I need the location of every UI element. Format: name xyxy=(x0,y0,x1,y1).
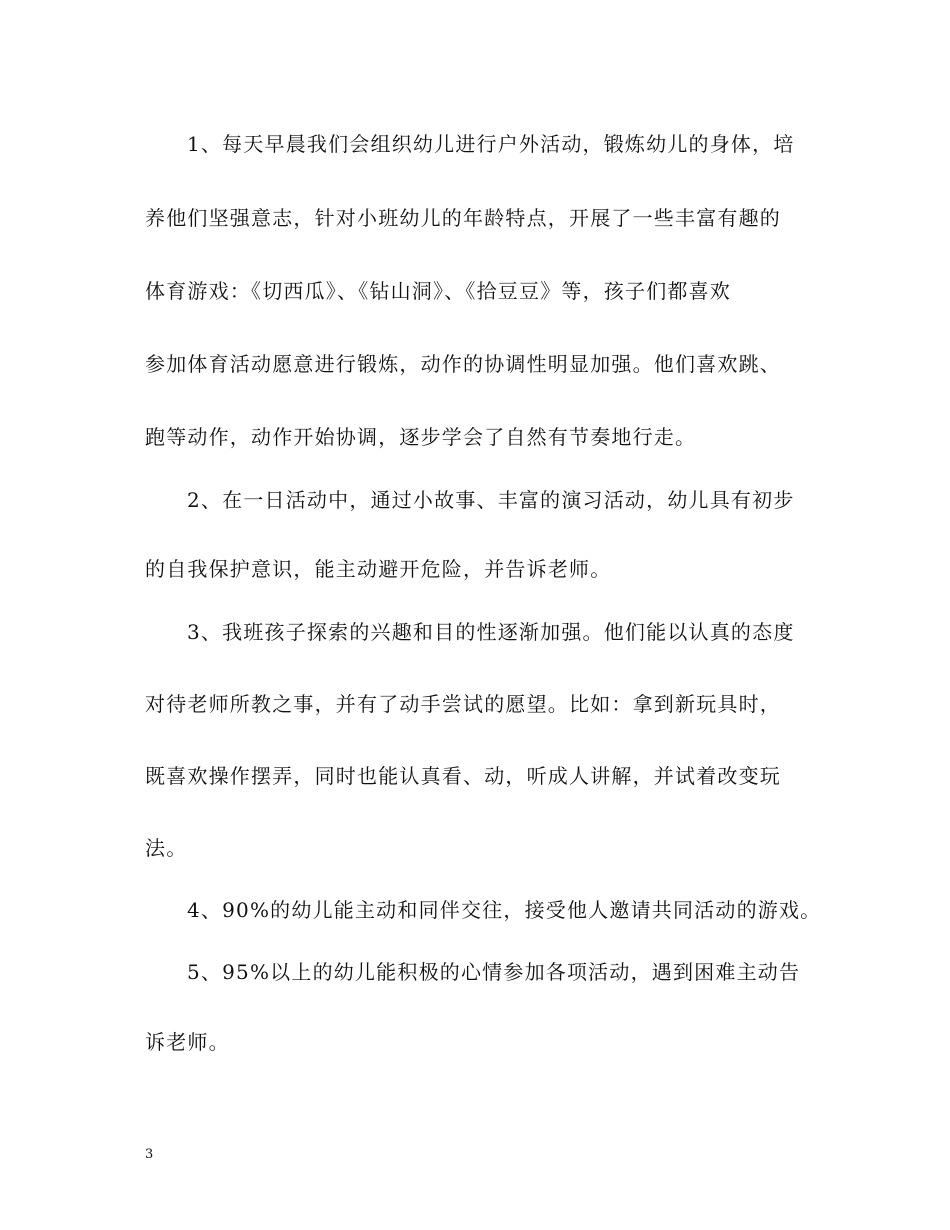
paragraph-1-line-4: 参加体育活动愿意进行锻炼，动作的协调性明显加强。他们喜欢跳、 xyxy=(145,352,781,376)
paragraph-3-line-3: 既喜欢操作摆弄，同时也能认真看、动，听成人讲解，并试着改变玩 xyxy=(145,764,781,788)
paragraph-3-line-4: 法。 xyxy=(145,836,188,860)
page-number: 3 xyxy=(145,1147,154,1162)
paragraph-1-line-2: 养他们坚强意志，针对小班幼儿的年龄特点，开展了一些丰富有趣的 xyxy=(145,206,781,230)
paragraph-5-line-2: 诉老师。 xyxy=(145,1030,230,1054)
paragraph-2-line-1: 2、在一日活动中，通过小故事、丰富的演习活动，幼儿具有初步 xyxy=(187,488,795,512)
paragraph-2-line-2: 的自我保护意识，能主动避开危险，并告诉老师。 xyxy=(145,557,612,581)
paragraph-1-line-5: 跑等动作，动作开始协调，逐步学会了自然有节奏地行走。 xyxy=(145,425,697,449)
paragraph-4-line-1: 4、90%的幼儿能主动和同伴交往，接受他人邀请共同活动的游戏。 xyxy=(187,898,822,922)
paragraph-3-line-1: 3、我班孩子探索的兴趣和目的性逐渐加强。他们能以认真的态度 xyxy=(187,620,795,644)
paragraph-3-line-2: 对待老师所教之事，并有了动手尝试的愿望。比如：拿到新玩具时， xyxy=(145,692,781,716)
paragraph-1-line-3: 体育游戏：《切西瓜》、《钻山洞》、《拾豆豆》等，孩子们都喜欢 xyxy=(145,279,731,303)
paragraph-1-line-1: 1、每天早晨我们会组织幼儿进行户外活动，锻炼幼儿的身体，培 xyxy=(187,132,795,156)
paragraph-5-line-1: 5、95%以上的幼儿能积极的心情参加各项活动，遇到困难主动告 xyxy=(187,960,801,984)
